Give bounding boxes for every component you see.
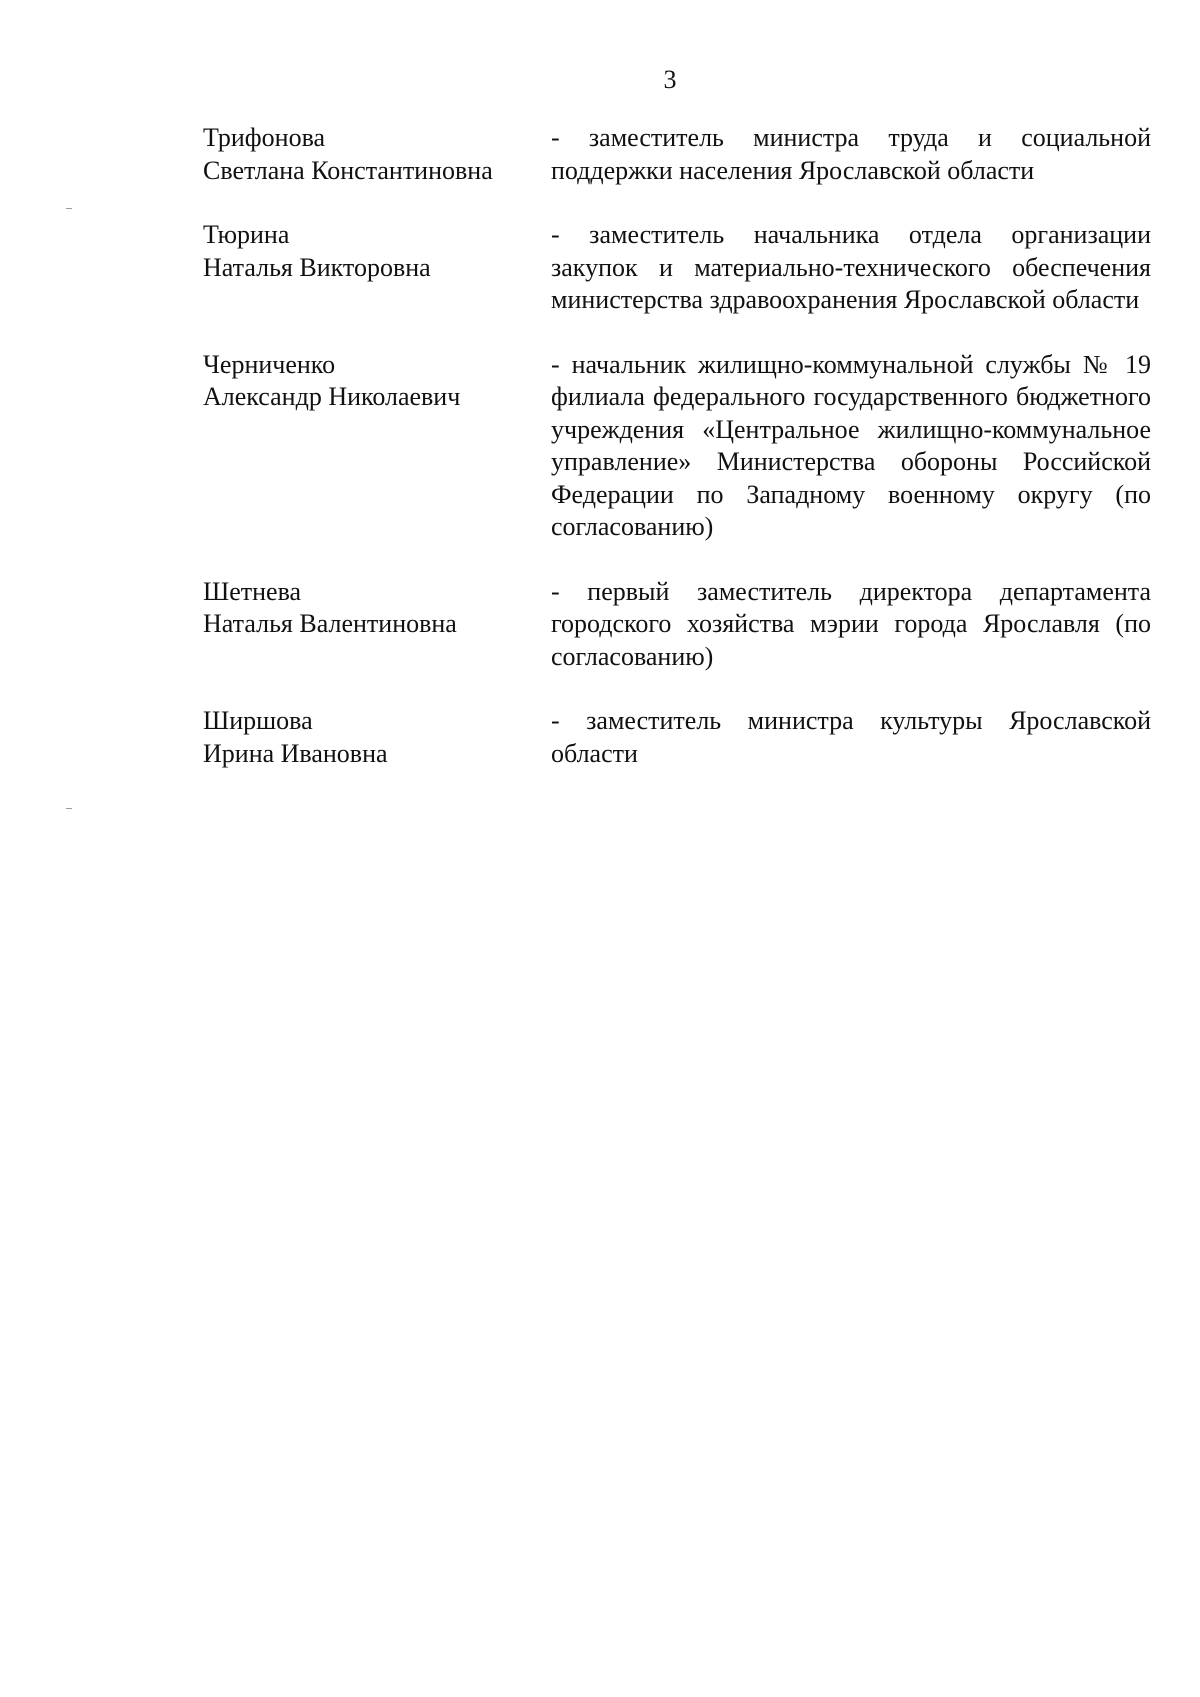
member-position: - первый заместитель директора департамента городского хозяйства мэрии города Ярославля (по согласованию): [551, 576, 1151, 671]
member-entry: [203, 122, 1151, 187]
member-surname: Шетнева: [203, 576, 302, 606]
member-name: [203, 122, 551, 187]
member-surname: Тюрина: [203, 220, 290, 249]
member-surname: Трифонова: [203, 123, 326, 152]
member-entry: [203, 705, 1151, 770]
scan-margin-mark: [66, 808, 72, 809]
member-given-names: Светлана Константиновна: [203, 155, 493, 185]
member-name: [203, 349, 551, 544]
member-name: [203, 705, 551, 770]
member-given-names: Ирина Ивановна: [203, 738, 388, 768]
member-given-names: Наталья Валентиновна: [203, 609, 457, 638]
member-entry: [203, 349, 1151, 544]
member-surname: Ширшова: [203, 706, 313, 735]
member-given-names: Александр Николаевич: [203, 382, 461, 411]
member-name: [203, 576, 551, 674]
member-given-names: Наталья Викторовна: [203, 252, 431, 282]
member-entry: [203, 576, 1151, 674]
page-number: 3: [663, 65, 677, 94]
member-name: [203, 219, 551, 317]
member-entry: [203, 219, 1151, 317]
member-position: - заместитель министра труда и социальной поддержки населения Ярославской области: [551, 123, 1151, 185]
member-position: - заместитель министра культуры Ярославской области: [551, 706, 1151, 768]
member-position: - заместитель начальника отдела организации закупок и материально-технического обеспечения министерства здравоохранения Ярославской области: [551, 220, 1151, 314]
scan-margin-mark: [66, 208, 72, 209]
commission-members-list: [203, 122, 1151, 770]
member-position: - начальник жилищно-коммунальной службы № 19 филиала федерального государственного бюджетного учреждения «Центральное жилищно-коммунальное управление» Министерства обороны Российской Федерации по Западному военному округу (по согласованию): [551, 349, 1151, 541]
member-surname: Черниченко: [203, 349, 336, 379]
